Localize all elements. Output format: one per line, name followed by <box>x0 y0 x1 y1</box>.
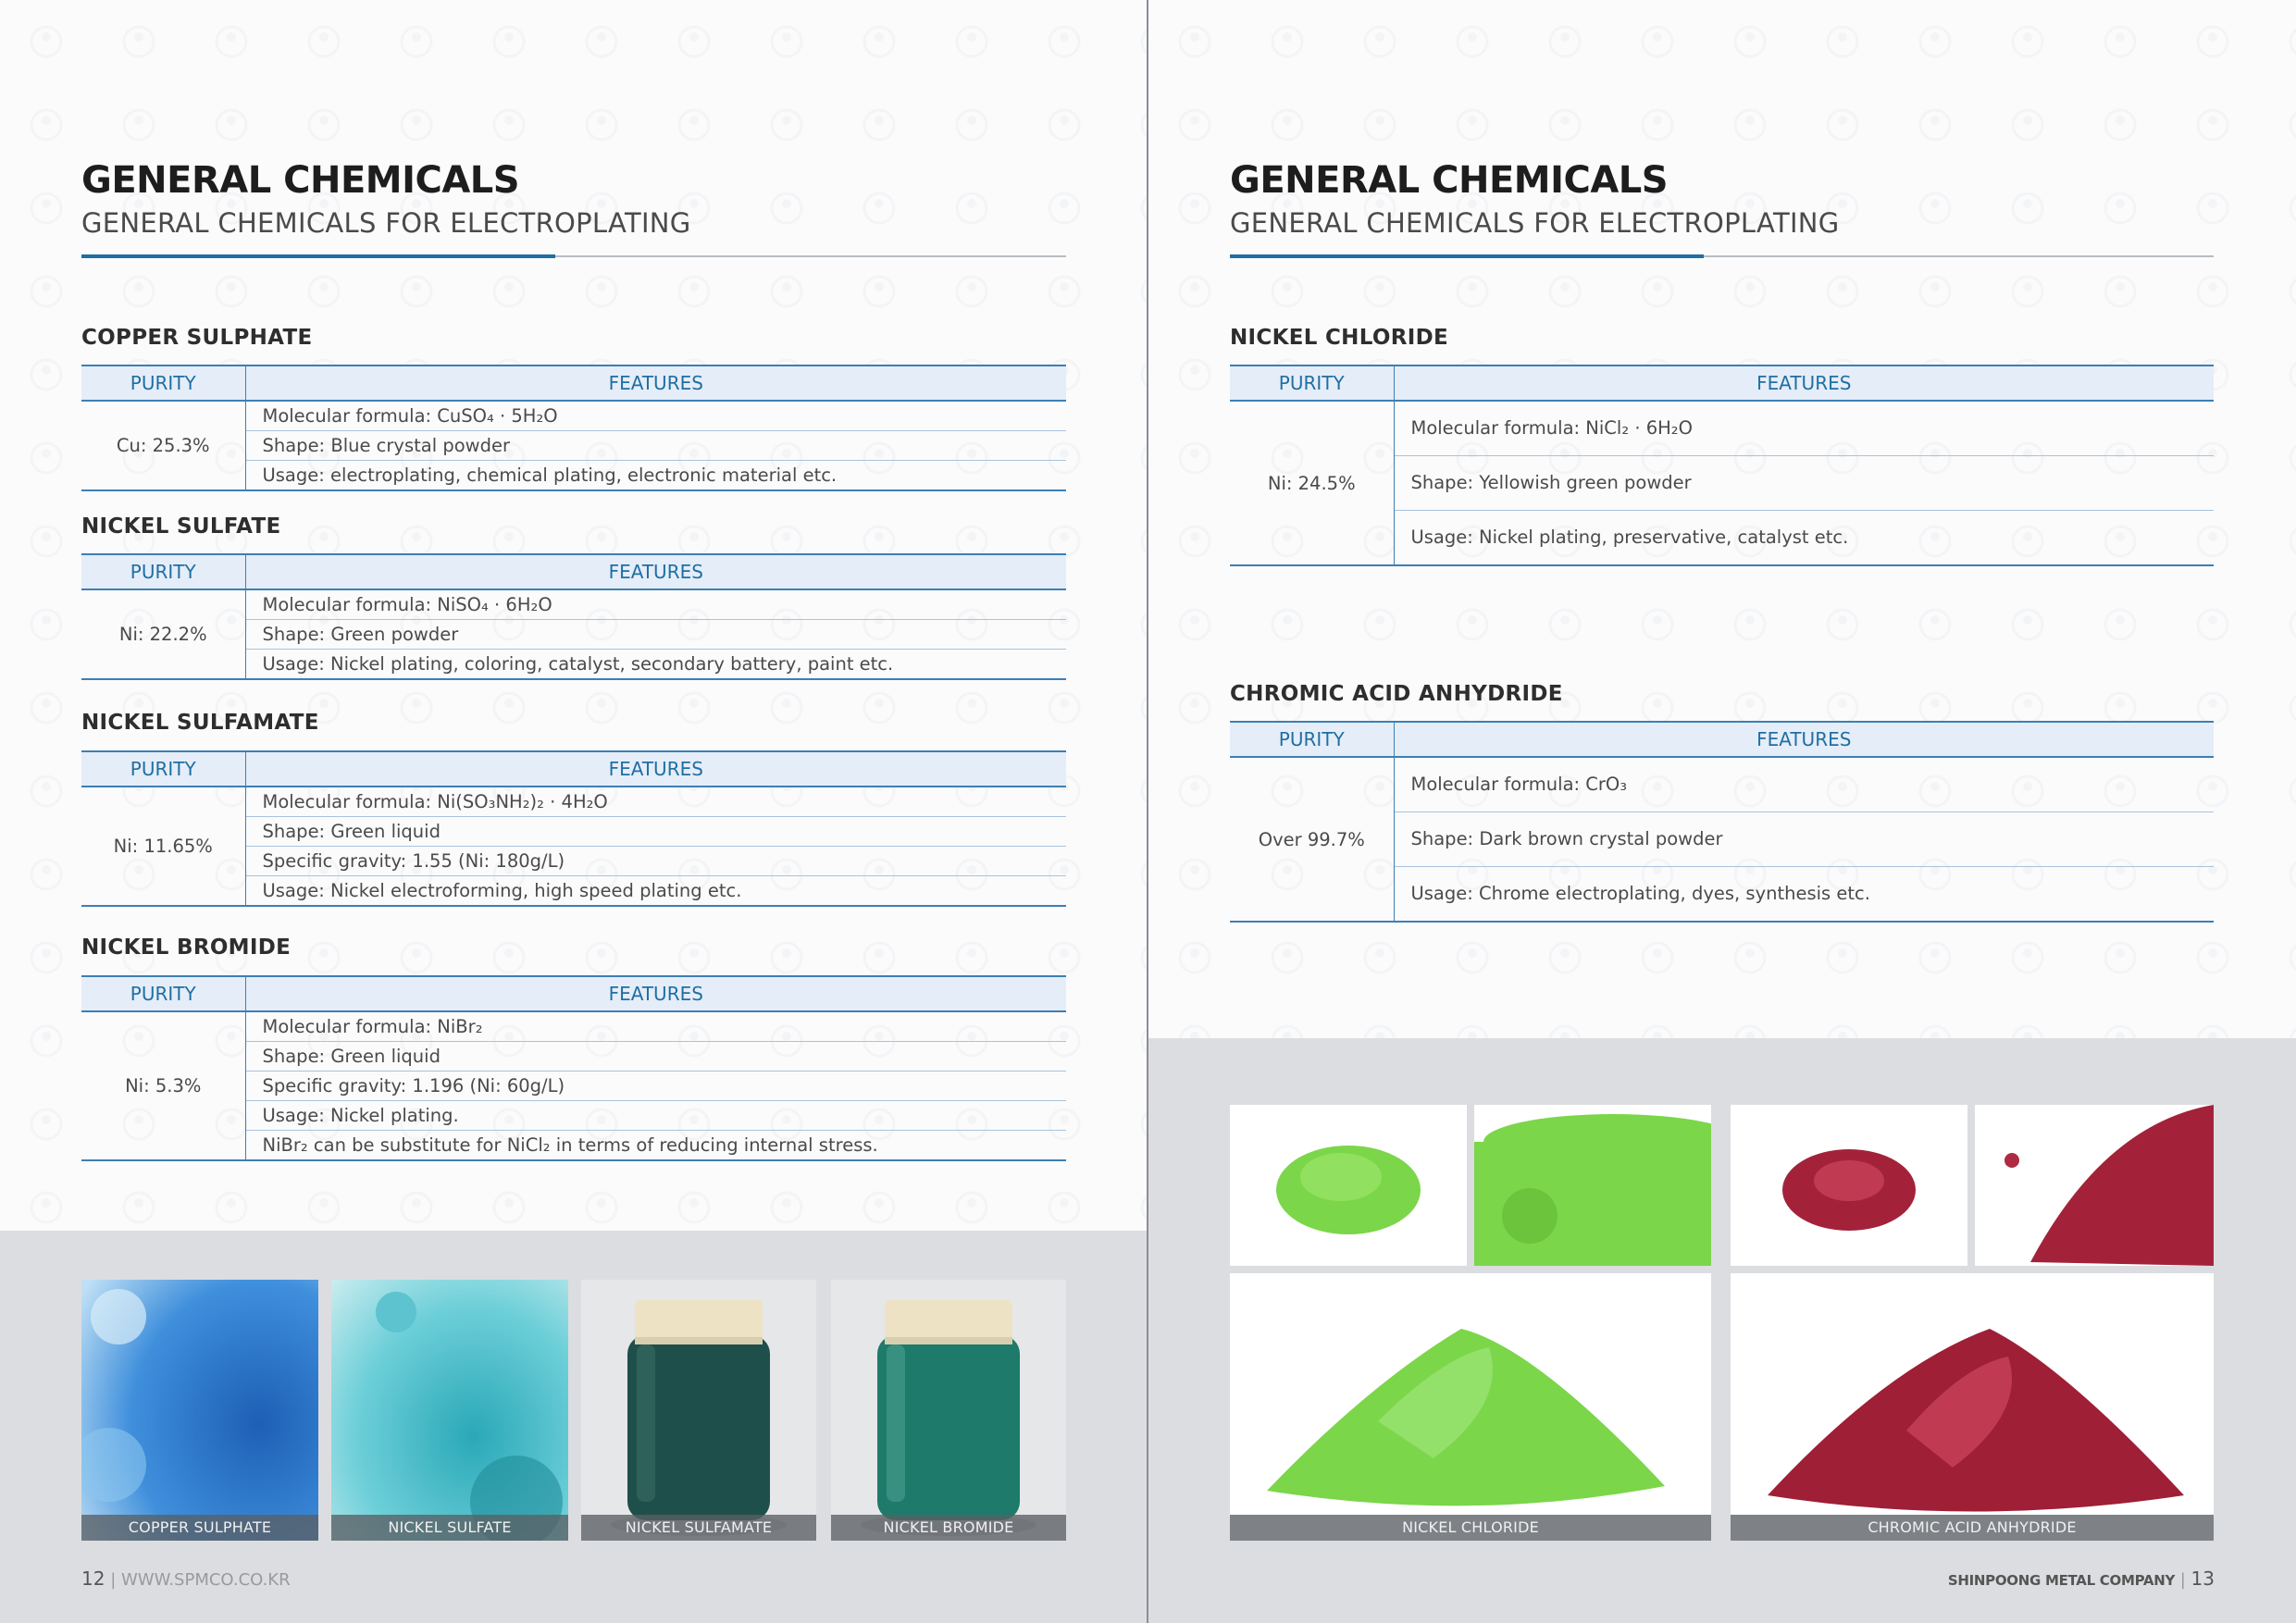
chromic-acid-photo <box>1731 1273 2214 1541</box>
feature-row: Shape: Green liquid <box>245 816 1066 846</box>
features-header: FEATURES <box>245 365 1066 401</box>
page-number: 12 <box>81 1567 105 1590</box>
photo-caption: NICKEL CHLORIDE <box>1230 1515 1711 1541</box>
feature-row: Shape: Green powder <box>245 619 1066 649</box>
features-header: FEATURES <box>245 976 1066 1011</box>
nickel-sulfamate-photo <box>581 1280 816 1541</box>
photo-caption: NICKEL BROMIDE <box>831 1515 1066 1541</box>
page-number: 13 <box>2191 1567 2215 1590</box>
page-subtitle: GENERAL CHEMICALS FOR ELECTROPLATING <box>81 207 691 239</box>
chromic-acid-closeup-photo <box>1975 1105 2214 1266</box>
feature-row: Shape: Yellowish green powder <box>1394 455 2214 510</box>
title-rule <box>81 255 1066 257</box>
feature-row: NiBr₂ can be substitute for NiCl₂ in terms of reducing internal stress. <box>245 1130 1066 1160</box>
photo-caption: NICKEL SULFATE <box>331 1515 568 1541</box>
nickel-chloride-closeup-photo <box>1474 1105 1711 1266</box>
purity-header: PURITY <box>81 554 245 589</box>
feature-row: Usage: electroplating, chemical plating, electronic material etc. <box>245 460 1066 490</box>
purity-header: PURITY <box>1230 722 1394 757</box>
section-title: COPPER SULPHATE <box>81 326 313 350</box>
nickel-chloride-table <box>1230 365 2214 566</box>
purity-value: Ni: 22.2% <box>81 589 245 679</box>
page-footer: 12 | WWW.SPMCO.CO.KR <box>81 1567 291 1590</box>
feature-row: Usage: Chrome electroplating, dyes, synthesis etc. <box>1394 866 2214 922</box>
purity-value: Over 99.7% <box>1230 757 1394 922</box>
nickel-bromide-table <box>81 975 1066 1161</box>
nickel-chloride-small-photo <box>1230 1105 1467 1266</box>
nickel-sulfate-table <box>81 553 1066 680</box>
feature-row: Shape: Blue crystal powder <box>245 430 1066 460</box>
purity-header: PURITY <box>81 751 245 787</box>
section-title: NICKEL SULFATE <box>81 514 281 539</box>
feature-row: Shape: Dark brown crystal powder <box>1394 812 2214 866</box>
purity-header: PURITY <box>1230 365 1394 401</box>
feature-row: Usage: Nickel electroforming, high speed plating etc. <box>245 875 1066 906</box>
features-header: FEATURES <box>245 751 1066 787</box>
features-header: FEATURES <box>1394 365 2214 401</box>
nickel-chloride-photo <box>1230 1273 1711 1541</box>
photo-caption: NICKEL SULFAMATE <box>581 1515 816 1541</box>
purity-value: Ni: 11.65% <box>81 787 245 906</box>
features-header: FEATURES <box>1394 722 2214 757</box>
feature-row: Shape: Green liquid <box>245 1041 1066 1071</box>
purity-value: Ni: 5.3% <box>81 1011 245 1160</box>
right-page <box>1148 0 2296 1623</box>
nickel-bromide-photo <box>831 1280 1066 1541</box>
photo-caption: CHROMIC ACID ANHYDRIDE <box>1731 1515 2214 1541</box>
page-footer: SHINPOONG METAL COMPANY | 13 <box>1947 1567 2215 1590</box>
purity-header: PURITY <box>81 976 245 1011</box>
feature-row: Molecular formula: NiCl₂ · 6H₂O <box>1394 401 2214 455</box>
copper-sulphate-table <box>81 365 1066 491</box>
website-link[interactable]: WWW.SPMCO.CO.KR <box>120 1570 291 1590</box>
feature-row: Specific gravity: 1.55 (Ni: 180g/L) <box>245 846 1066 875</box>
feature-row: Molecular formula: CrO₃ <box>1394 757 2214 812</box>
page-title: GENERAL CHEMICALS <box>1230 159 1669 202</box>
feature-row: Molecular formula: Ni(SO₃NH₂)₂ · 4H₂O <box>245 787 1066 816</box>
feature-row: Molecular formula: NiSO₄ · 6H₂O <box>245 589 1066 619</box>
feature-row: Usage: Nickel plating, coloring, catalyst, secondary battery, paint etc. <box>245 649 1066 679</box>
chromic-acid-table <box>1230 721 2214 923</box>
page-subtitle: GENERAL CHEMICALS FOR ELECTROPLATING <box>1230 207 1840 239</box>
feature-row: Molecular formula: CuSO₄ · 5H₂O <box>245 401 1066 430</box>
left-page <box>0 0 1147 1623</box>
feature-row: Usage: Nickel plating, preservative, catalyst etc. <box>1394 510 2214 565</box>
photo-caption: COPPER SULPHATE <box>81 1515 318 1541</box>
feature-row: Molecular formula: NiBr₂ <box>245 1011 1066 1041</box>
chromic-acid-small-photo <box>1731 1105 1967 1266</box>
page-title: GENERAL CHEMICALS <box>81 159 520 202</box>
title-rule <box>1230 255 2214 257</box>
feature-row: Usage: Nickel plating. <box>245 1100 1066 1130</box>
purity-header: PURITY <box>81 365 245 401</box>
nickel-sulfamate-table <box>81 750 1066 907</box>
features-header: FEATURES <box>245 554 1066 589</box>
section-title: CHROMIC ACID ANHYDRIDE <box>1230 682 1563 706</box>
section-title: NICKEL CHLORIDE <box>1230 326 1448 350</box>
feature-row: Specific gravity: 1.196 (Ni: 60g/L) <box>245 1071 1066 1100</box>
purity-value: Cu: 25.3% <box>81 401 245 490</box>
section-title: NICKEL BROMIDE <box>81 935 292 960</box>
section-title: NICKEL SULFAMATE <box>81 711 319 735</box>
purity-value: Ni: 24.5% <box>1230 401 1394 565</box>
copper-sulphate-photo <box>81 1280 318 1541</box>
nickel-sulfate-photo <box>331 1280 568 1541</box>
company-name: SHINPOONG METAL COMPANY <box>1947 1572 2176 1589</box>
